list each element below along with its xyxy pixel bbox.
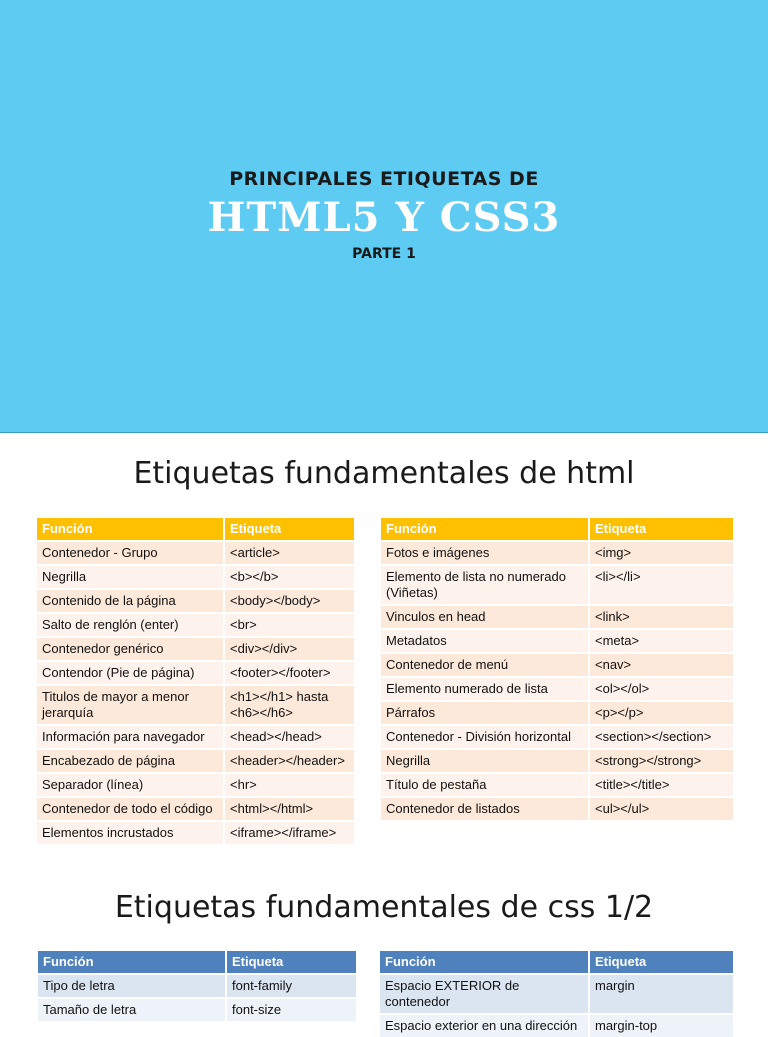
function-cell: Contenedor de todo el código bbox=[37, 796, 223, 820]
tag-cell: <strong></strong> bbox=[588, 748, 733, 772]
function-cell: Párrafos bbox=[381, 700, 588, 724]
tag-cell: <hr> bbox=[223, 772, 354, 796]
function-cell: Contenido de la página bbox=[37, 588, 223, 612]
table-row bbox=[37, 748, 354, 772]
tag-cell: <title></title> bbox=[588, 772, 733, 796]
function-cell: Titulos de mayor a menor jerarquía bbox=[37, 684, 223, 724]
tag-cell: <div></div> bbox=[223, 636, 354, 660]
column-header-function: Función bbox=[381, 518, 588, 540]
function-cell: Elemento numerado de lista bbox=[381, 676, 588, 700]
function-cell: Contendor (Pie de página) bbox=[37, 660, 223, 684]
function-cell: Información para navegador bbox=[37, 724, 223, 748]
tag-cell: <html></html> bbox=[223, 796, 354, 820]
function-cell: Separador (línea) bbox=[37, 772, 223, 796]
table-row bbox=[37, 724, 354, 748]
column-header-tag: Etiqueta bbox=[588, 951, 733, 973]
table-row bbox=[37, 612, 354, 636]
table-row bbox=[37, 684, 354, 724]
table-row bbox=[381, 564, 733, 604]
tag-cell: margin bbox=[588, 973, 733, 1013]
css-tags-table-right bbox=[380, 951, 733, 1037]
function-cell: Negrilla bbox=[381, 748, 588, 772]
cover-title: HTML5 Y CSS3 bbox=[207, 194, 561, 241]
function-cell: Tamaño de letra bbox=[38, 997, 225, 1021]
function-cell: Fotos e imágenes bbox=[381, 540, 588, 564]
function-cell: Encabezado de página bbox=[37, 748, 223, 772]
table-row bbox=[381, 676, 733, 700]
table-body bbox=[380, 973, 733, 1037]
function-cell: Espacio exterior en una dirección bbox=[380, 1013, 588, 1037]
tag-cell: <img> bbox=[588, 540, 733, 564]
tag-cell: <body></body> bbox=[223, 588, 354, 612]
tag-cell: <iframe></iframe> bbox=[223, 820, 354, 844]
table-header-row bbox=[38, 951, 356, 973]
table-row bbox=[37, 540, 354, 564]
function-cell: Contenedor de menú bbox=[381, 652, 588, 676]
tag-cell: font-size bbox=[225, 997, 356, 1021]
html-tags-table-left bbox=[37, 518, 354, 844]
css-section-title: Etiquetas fundamentales de css 1/2 bbox=[114, 890, 654, 925]
function-cell: Elemento de lista no numerado (Viñetas) bbox=[381, 564, 588, 604]
function-cell: Espacio EXTERIOR de contenedor bbox=[380, 973, 588, 1013]
table-row bbox=[381, 628, 733, 652]
table-row bbox=[380, 1013, 733, 1037]
tag-cell: <article> bbox=[223, 540, 354, 564]
table-row bbox=[381, 604, 733, 628]
column-header-function: Función bbox=[380, 951, 588, 973]
column-header-tag: Etiqueta bbox=[225, 951, 356, 973]
html-section-title: Etiquetas fundamentales de html bbox=[133, 456, 635, 491]
table-row bbox=[37, 772, 354, 796]
table-row bbox=[381, 540, 733, 564]
tag-cell: <h1></h1> hasta <h6></h6> bbox=[223, 684, 354, 724]
function-cell: Contenedor de listados bbox=[381, 796, 588, 820]
table-row bbox=[37, 660, 354, 684]
tag-cell: <nav> bbox=[588, 652, 733, 676]
function-cell: Salto de renglón (enter) bbox=[37, 612, 223, 636]
function-cell: Contenedor genérico bbox=[37, 636, 223, 660]
table-header-row bbox=[37, 518, 354, 540]
tag-cell: margin-top bbox=[588, 1013, 733, 1037]
tag-cell: <head></head> bbox=[223, 724, 354, 748]
table-row bbox=[37, 564, 354, 588]
function-cell: Elementos incrustados bbox=[37, 820, 223, 844]
tag-cell: <li></li> bbox=[588, 564, 733, 604]
css-tags-table-left bbox=[38, 951, 356, 1021]
tag-cell: font-family bbox=[225, 973, 356, 997]
tag-cell: <meta> bbox=[588, 628, 733, 652]
table-body bbox=[37, 540, 354, 844]
table-row bbox=[38, 973, 356, 997]
cover-supertitle: PRINCIPALES ETIQUETAS DE bbox=[229, 168, 539, 190]
tag-cell: <ul></ul> bbox=[588, 796, 733, 820]
html-tags-table-right bbox=[381, 518, 733, 820]
cover-slide bbox=[0, 0, 768, 433]
table-row bbox=[381, 724, 733, 748]
table-row bbox=[381, 748, 733, 772]
table-row bbox=[381, 652, 733, 676]
table-row bbox=[37, 636, 354, 660]
tag-cell: <link> bbox=[588, 604, 733, 628]
table-row bbox=[381, 796, 733, 820]
tag-cell: <footer></footer> bbox=[223, 660, 354, 684]
tag-cell: <section></section> bbox=[588, 724, 733, 748]
table-row bbox=[381, 772, 733, 796]
table-row bbox=[38, 997, 356, 1021]
table-row bbox=[37, 796, 354, 820]
column-header-function: Función bbox=[37, 518, 223, 540]
function-cell: Metadatos bbox=[381, 628, 588, 652]
column-header-function: Función bbox=[38, 951, 225, 973]
function-cell: Contenedor - Grupo bbox=[37, 540, 223, 564]
function-cell: Título de pestaña bbox=[381, 772, 588, 796]
tag-cell: <ol></ol> bbox=[588, 676, 733, 700]
column-header-tag: Etiqueta bbox=[223, 518, 354, 540]
tag-cell: <header></header> bbox=[223, 748, 354, 772]
tag-cell: <br> bbox=[223, 612, 354, 636]
table-body bbox=[381, 540, 733, 820]
column-header-tag: Etiqueta bbox=[588, 518, 733, 540]
function-cell: Contenedor - División horizontal bbox=[381, 724, 588, 748]
table-row bbox=[380, 973, 733, 1013]
table-body bbox=[38, 973, 356, 1021]
table-header-row bbox=[381, 518, 733, 540]
table-row bbox=[381, 700, 733, 724]
tag-cell: <b></b> bbox=[223, 564, 354, 588]
table-header-row bbox=[380, 951, 733, 973]
table-row bbox=[37, 820, 354, 844]
tag-cell: <p></p> bbox=[588, 700, 733, 724]
table-row bbox=[37, 588, 354, 612]
function-cell: Vinculos en head bbox=[381, 604, 588, 628]
function-cell: Negrilla bbox=[37, 564, 223, 588]
function-cell: Tipo de letra bbox=[38, 973, 225, 997]
cover-subtitle: PARTE 1 bbox=[352, 246, 416, 262]
